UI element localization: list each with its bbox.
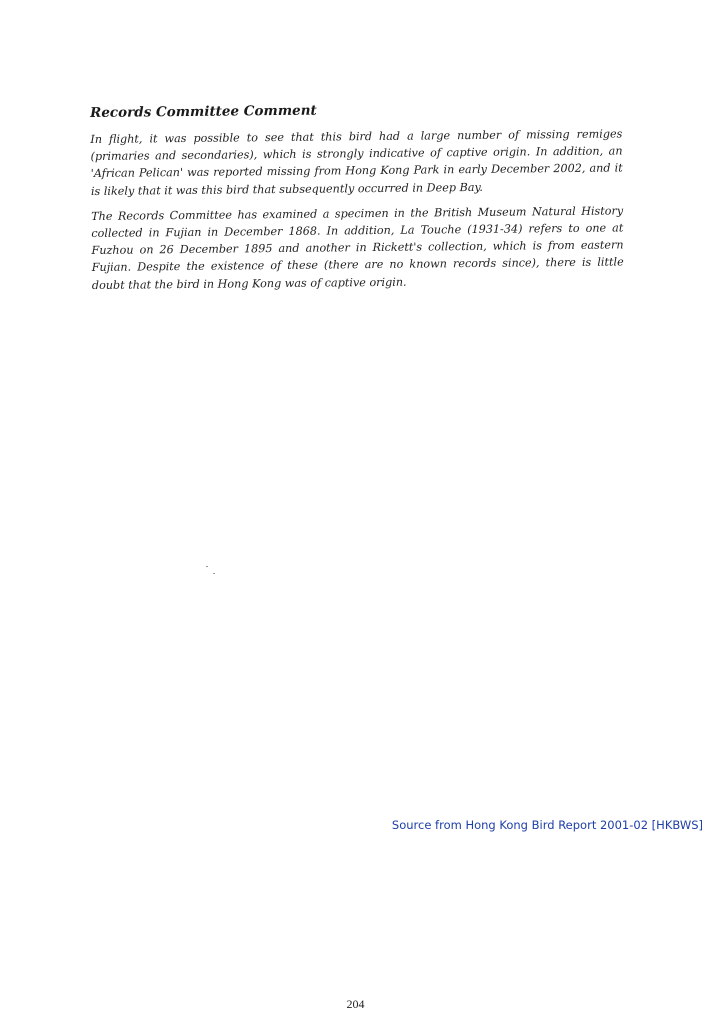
- section-heading: Records Committee Comment: [90, 102, 317, 121]
- records-committee-section: [90, 99, 624, 301]
- scan-speck: [213, 573, 215, 574]
- source-note: Source from Hong Kong Bird Report 2001-02 [HKBWS]: [391, 818, 703, 832]
- paragraph-2: The Records Committee has examined a specimen in the British Museum Natural History collected in Fujian in December 1868. In addition, La Touche (1931-34) refers to one at Fuzhou on 26 December 1895 and another in Rickett's collection, which is from eastern Fujian. Despite the existence of these (there are no known records since), there is little doubt that the bird in Hong Kong was of captive origin.: [91, 204, 624, 292]
- paragraph-1: In flight, it was possible to see that this bird had a large number of missing remiges (primaries and secondaries), which is strongly indicative of captive origin. In addition, an 'African Pelican' was reported missing from Hong Kong Park in early December 2002, and it is likely that it was this bird that subsequently occurred in Deep Bay.: [90, 127, 623, 198]
- page-number: 204: [346, 997, 365, 1011]
- scan-speck: [206, 566, 208, 567]
